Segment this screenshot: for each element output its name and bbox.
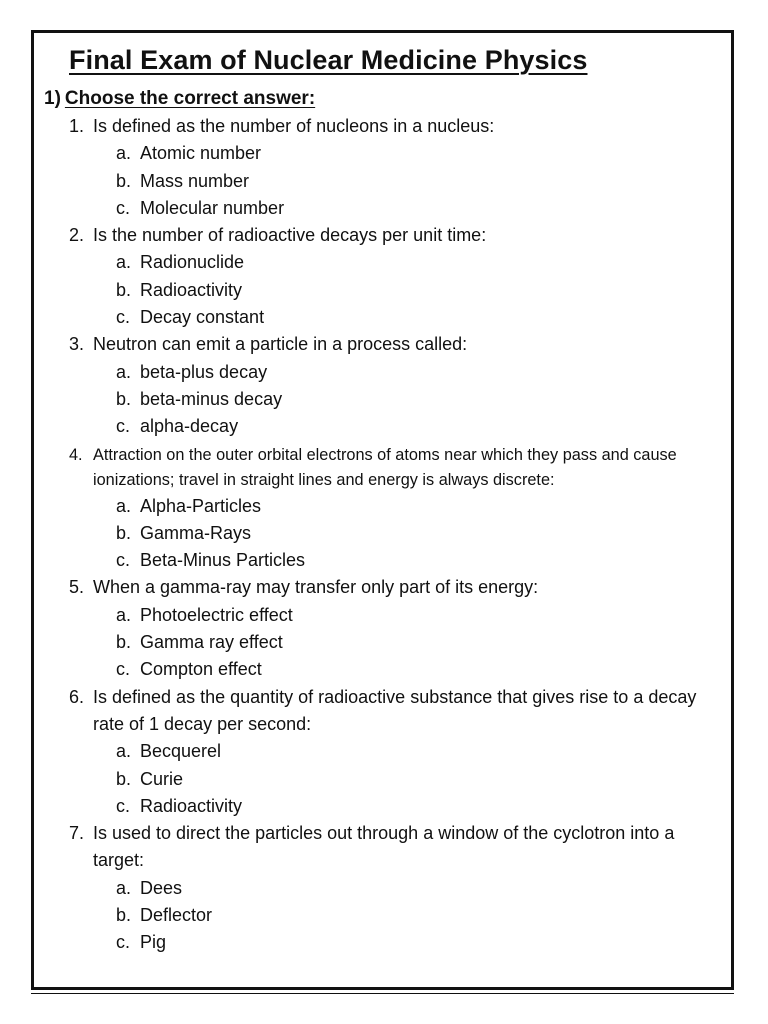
question-text: Neutron can emit a particle in a process called: bbox=[93, 334, 468, 355]
question-stem bbox=[0, 441, 768, 493]
question-stem bbox=[0, 113, 768, 140]
page-title: Final Exam of Nuclear Medicine Physics bbox=[69, 45, 588, 75]
option-a bbox=[0, 140, 768, 167]
option-letter: b. bbox=[116, 522, 132, 543]
option-letter: a. bbox=[116, 361, 132, 382]
question-7 bbox=[0, 820, 768, 956]
question-text: Attraction on the outer orbital electrons of atoms near which they pass and cause ionizations; travel in straight lines and energy is always discrete: bbox=[93, 445, 677, 489]
option-text: Gamma-Rays bbox=[140, 522, 252, 543]
option-text: Photoelectric effect bbox=[140, 604, 293, 625]
option-a bbox=[0, 875, 768, 902]
question-text: Is defined as the number of nucleons in a nucleus: bbox=[93, 116, 495, 136]
option-text: Radioactivity bbox=[140, 279, 243, 300]
option-letter: a. bbox=[116, 877, 132, 898]
question-text: When a gamma-ray may transfer only part of its energy: bbox=[93, 577, 539, 598]
option-c bbox=[0, 195, 768, 222]
option-letter: c. bbox=[116, 795, 131, 816]
option-text: Alpha-Particles bbox=[140, 495, 262, 516]
option-a bbox=[0, 359, 768, 386]
option-letter: b. bbox=[116, 388, 132, 409]
question-stem bbox=[0, 684, 768, 739]
question-2 bbox=[0, 222, 768, 331]
option-text: Radioactivity bbox=[140, 795, 243, 816]
option-b bbox=[0, 386, 768, 413]
option-text: Becquerel bbox=[140, 741, 222, 762]
option-text: Mass number bbox=[140, 170, 250, 191]
option-text: Beta-Minus Particles bbox=[140, 550, 306, 571]
option-c bbox=[0, 413, 768, 440]
option-text: Decay constant bbox=[140, 307, 265, 328]
question-3 bbox=[0, 331, 768, 440]
option-b bbox=[0, 277, 768, 304]
question-text: Is the number of radioactive decays per unit time: bbox=[93, 225, 487, 246]
option-letter: c. bbox=[116, 659, 131, 680]
question-stem bbox=[0, 331, 768, 358]
option-text: beta-minus decay bbox=[140, 388, 283, 409]
option-a bbox=[0, 602, 768, 629]
option-a bbox=[0, 249, 768, 276]
option-text: Atomic number bbox=[140, 143, 262, 164]
question-number: 5. bbox=[69, 577, 85, 598]
option-text: Gamma ray effect bbox=[140, 632, 283, 653]
option-letter: a. bbox=[116, 741, 132, 762]
question-number: 1. bbox=[69, 116, 85, 136]
section-heading bbox=[44, 88, 315, 110]
option-text: Pig bbox=[140, 932, 167, 953]
section-label: Choose the correct answer: bbox=[64, 88, 316, 109]
option-letter: b. bbox=[116, 768, 132, 789]
question-1 bbox=[0, 113, 768, 222]
option-text: Dees bbox=[140, 877, 183, 898]
option-letter: c. bbox=[116, 416, 131, 437]
option-letter: c. bbox=[116, 932, 131, 953]
question-number: 4. bbox=[69, 445, 83, 464]
option-b bbox=[0, 520, 768, 547]
option-b bbox=[0, 902, 768, 929]
option-letter: a. bbox=[116, 143, 132, 164]
option-letter: b. bbox=[116, 632, 132, 653]
option-letter: c. bbox=[116, 197, 131, 218]
option-letter: b. bbox=[116, 279, 132, 300]
option-letter: b. bbox=[116, 905, 132, 926]
question-number: 7. bbox=[69, 823, 85, 844]
question-6 bbox=[0, 684, 768, 820]
option-text: Molecular number bbox=[140, 197, 285, 218]
question-text: Is used to direct the particles out through a window of the cyclotron into a target: bbox=[93, 823, 675, 871]
option-c bbox=[0, 304, 768, 331]
option-c bbox=[0, 929, 768, 956]
option-a bbox=[0, 738, 768, 765]
option-text: Radionuclide bbox=[140, 252, 245, 273]
option-b bbox=[0, 629, 768, 656]
option-letter: c. bbox=[116, 550, 131, 571]
option-a bbox=[0, 493, 768, 520]
question-stem bbox=[0, 574, 768, 601]
question-number: 3. bbox=[69, 334, 85, 355]
question-5 bbox=[0, 574, 768, 683]
question-stem bbox=[0, 820, 768, 875]
option-letter: c. bbox=[116, 307, 131, 328]
section-number: 1) bbox=[44, 88, 61, 109]
option-b bbox=[0, 168, 768, 195]
option-letter: b. bbox=[116, 170, 132, 191]
question-4 bbox=[0, 441, 768, 575]
option-text: Compton effect bbox=[140, 659, 262, 680]
question-text: Is defined as the quantity of radioactive substance that gives rise to a decay rate of 1 decay per second: bbox=[93, 686, 697, 734]
option-c bbox=[0, 793, 768, 820]
question-stem bbox=[0, 222, 768, 249]
option-letter: a. bbox=[116, 252, 132, 273]
option-text: alpha-decay bbox=[140, 416, 239, 437]
option-letter: a. bbox=[116, 604, 132, 625]
question-number: 6. bbox=[69, 686, 85, 707]
option-c bbox=[0, 656, 768, 683]
option-text: Deflector bbox=[140, 905, 213, 926]
option-c bbox=[0, 547, 768, 574]
option-letter: a. bbox=[116, 495, 132, 516]
question-number: 2. bbox=[69, 225, 85, 246]
question-list bbox=[0, 113, 768, 957]
option-b bbox=[0, 766, 768, 793]
option-text: beta-plus decay bbox=[140, 361, 268, 382]
option-text: Curie bbox=[140, 768, 184, 789]
